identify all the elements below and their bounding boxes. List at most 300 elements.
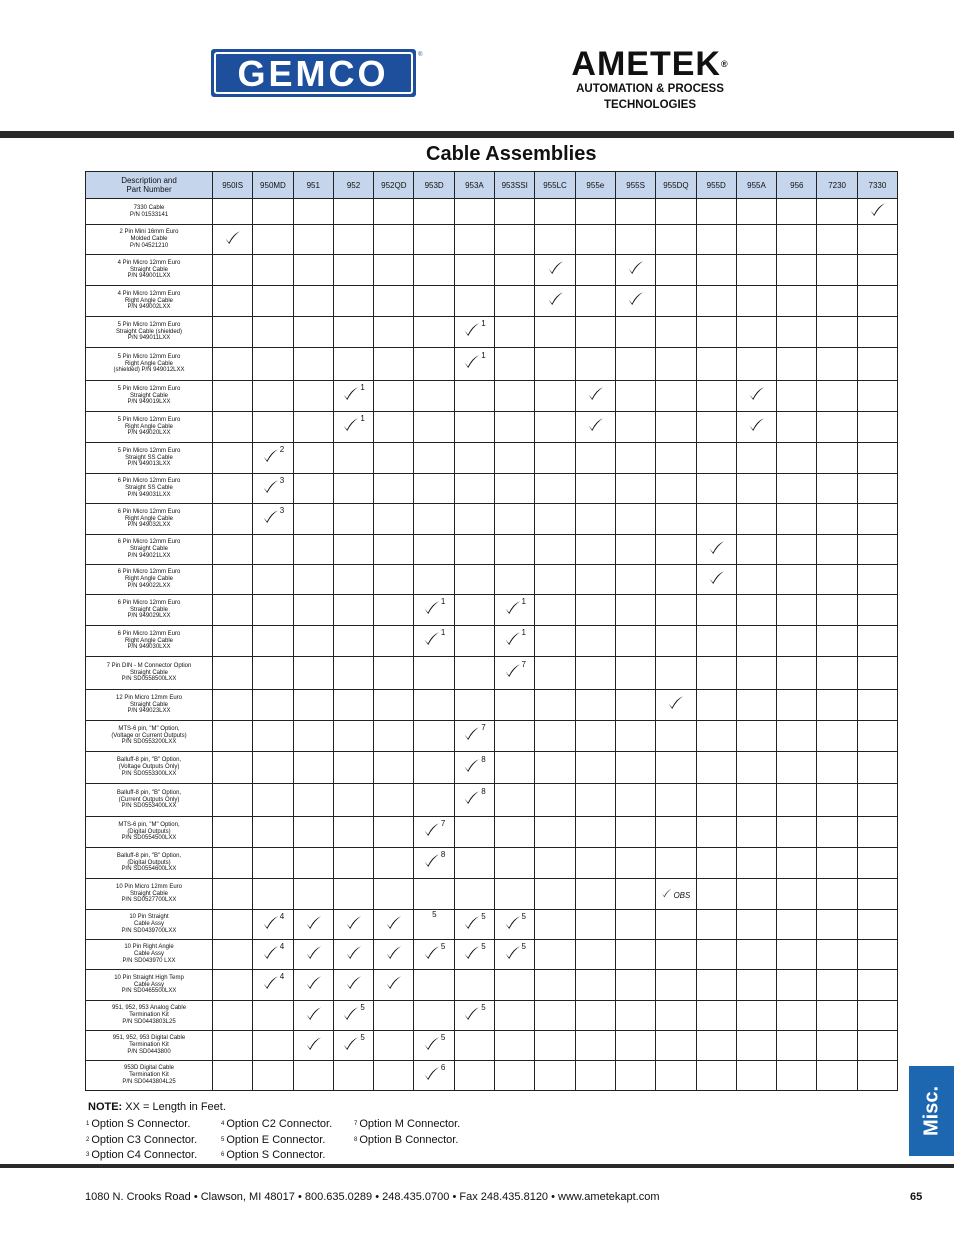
cell-953a [454, 565, 494, 595]
cell-955s [615, 1001, 655, 1031]
cell-953a [454, 657, 494, 690]
cell-953d [414, 848, 454, 879]
cell-951 [293, 381, 333, 412]
cell-955d [696, 381, 736, 412]
cell-7330 [857, 817, 897, 848]
cell-950is [213, 474, 253, 504]
cell-955e [575, 752, 615, 784]
cell-956 [777, 1061, 817, 1091]
cell-7230 [817, 317, 857, 348]
column-header-955e: 955e [575, 172, 615, 199]
cell-953d [414, 657, 454, 690]
cell-955lc [535, 565, 575, 595]
cell-952 [333, 348, 373, 381]
cell-7330 [857, 474, 897, 504]
row-description: 10 Pin Micro 12mm Euro Straight Cable P/N SD0527700LXX [86, 879, 213, 910]
cell-951 [293, 817, 333, 848]
footnote-ref: 5 [481, 941, 486, 951]
cell-952qd [374, 348, 414, 381]
compatibility-table [85, 171, 898, 1091]
cell-955d [696, 970, 736, 1001]
cell-953a [454, 848, 494, 879]
cell-956 [777, 690, 817, 721]
cell-955e [575, 721, 615, 752]
cell-950md [253, 443, 293, 474]
checkmark-icon [423, 628, 446, 646]
table-row [86, 752, 898, 784]
cell-950md [253, 910, 293, 940]
cell-956 [777, 381, 817, 412]
cell-953d [414, 721, 454, 752]
cell-955a [736, 657, 776, 690]
footnote-ref: 1 [481, 351, 486, 360]
ametek-subtitle-2: TECHNOLOGIES [603, 99, 696, 111]
cell-952qd [374, 255, 414, 286]
cell-955dq [656, 255, 696, 286]
checkmark-icon [504, 597, 526, 615]
cell-952qd [374, 879, 414, 910]
cell-955d [696, 1031, 736, 1061]
cell-955e [575, 199, 615, 225]
cell-952qd [374, 443, 414, 474]
cell-7230 [817, 348, 857, 381]
checkmark-icon [748, 417, 765, 432]
cell-952qd [374, 199, 414, 225]
cell-955e [575, 817, 615, 848]
checkmark-icon [385, 975, 402, 990]
cell-956 [777, 848, 817, 879]
cell-955dq [656, 879, 696, 910]
cell-953a [454, 940, 494, 970]
cell-7330 [857, 255, 897, 286]
footnote-ref: 1 [360, 383, 365, 392]
cell-950is [213, 910, 253, 940]
cell-955d [696, 626, 736, 657]
cell-956 [777, 595, 817, 626]
cell-7230 [817, 910, 857, 940]
cell-952 [333, 1001, 373, 1031]
cell-953ssi [495, 690, 535, 721]
cell-955dq [656, 504, 696, 535]
cell-956 [777, 940, 817, 970]
row-description: Balluff-8 pin, "B" Option, (Current Outputs Only) P/N SD0553400LXX [86, 784, 213, 817]
cell-955d [696, 721, 736, 752]
cell-955s [615, 626, 655, 657]
cell-950is [213, 721, 253, 752]
checkmark-icon [262, 941, 285, 960]
cell-952qd [374, 752, 414, 784]
cell-956 [777, 879, 817, 910]
cell-955a [736, 1061, 776, 1091]
cell-955e [575, 255, 615, 286]
cell-955e [575, 690, 615, 721]
table-row [86, 784, 898, 817]
cell-955lc [535, 1031, 575, 1061]
cell-955lc [535, 317, 575, 348]
cell-951 [293, 752, 333, 784]
cell-955e [575, 381, 615, 412]
cell-953ssi [495, 752, 535, 784]
cell-955d [696, 286, 736, 317]
table-row [86, 970, 898, 1001]
cell-953a [454, 690, 494, 721]
cell-953a [454, 1061, 494, 1091]
misc-section-tab[interactable] [909, 1066, 954, 1156]
checkmark-icon [463, 787, 486, 805]
cell-955e [575, 940, 615, 970]
cell-952 [333, 721, 373, 752]
cell-953a [454, 255, 494, 286]
cell-955e [575, 225, 615, 255]
cell-953d [414, 412, 454, 443]
cell-950md [253, 1031, 293, 1061]
checkmark-icon [262, 475, 285, 494]
cell-951 [293, 657, 333, 690]
cell-950md [253, 412, 293, 443]
table-row [86, 1061, 898, 1091]
cell-7330 [857, 1031, 897, 1061]
cell-956 [777, 474, 817, 504]
cell-950md [253, 817, 293, 848]
cell-951 [293, 317, 333, 348]
cell-955lc [535, 1001, 575, 1031]
cell-953ssi [495, 1001, 535, 1031]
cell-951 [293, 199, 333, 225]
cell-950md [253, 381, 293, 412]
cell-956 [777, 255, 817, 286]
registered-mark: ® [720, 59, 729, 69]
cell-953d [414, 1031, 454, 1061]
cell-953ssi [495, 848, 535, 879]
footnote-ref: 5 [360, 1002, 365, 1012]
cell-953a [454, 199, 494, 225]
cell-950md [253, 565, 293, 595]
gemco-logo [210, 48, 423, 98]
cell-953ssi [495, 910, 535, 940]
cell-952 [333, 255, 373, 286]
cell-953a [454, 910, 494, 940]
cell-7230 [817, 784, 857, 817]
cell-7330 [857, 412, 897, 443]
cell-952qd [374, 1061, 414, 1091]
cell-7230 [817, 690, 857, 721]
cell-955dq [656, 910, 696, 940]
footnote-ref: 4 [279, 941, 285, 951]
row-description: 7330 Cable P/N 01533141 [86, 199, 213, 225]
column-header-7330: 7330 [857, 172, 897, 199]
cell-951 [293, 255, 333, 286]
cell-7230 [817, 1031, 857, 1061]
cell-952qd [374, 626, 414, 657]
row-description: 5 Pin Micro 12mm Euro Straight Cable P/N 949019LXX [86, 381, 213, 412]
column-header-7230: 7230 [817, 172, 857, 199]
cell-955lc [535, 848, 575, 879]
cell-950md [253, 1001, 293, 1031]
cell-952 [333, 817, 373, 848]
svg-text:®: ® [418, 52, 423, 58]
checkmark-icon [463, 911, 486, 930]
row-description: 6 Pin Micro 12mm Euro Right Angle Cable P/N 949022LXX [86, 565, 213, 595]
cell-952 [333, 940, 373, 970]
cell-955a [736, 412, 776, 443]
cell-7330 [857, 381, 897, 412]
cell-955dq [656, 565, 696, 595]
cell-950md [253, 940, 293, 970]
table-row [86, 1001, 898, 1031]
cell-950is [213, 626, 253, 657]
cell-953a [454, 286, 494, 317]
cell-955lc [535, 1061, 575, 1091]
table-row [86, 690, 898, 721]
cell-955e [575, 1001, 615, 1031]
checkmark-icon [423, 1032, 446, 1051]
cell-955s [615, 199, 655, 225]
cell-956 [777, 752, 817, 784]
cell-7230 [817, 535, 857, 565]
footnote-ref: 3 [279, 475, 285, 485]
cell-953d [414, 504, 454, 535]
table-row [86, 626, 898, 657]
cell-956 [777, 910, 817, 940]
page-number: 65 [910, 1191, 923, 1203]
cell-955lc [535, 817, 575, 848]
cell-953ssi [495, 565, 535, 595]
table-row [86, 657, 898, 690]
cell-950md [253, 317, 293, 348]
cell-953d [414, 690, 454, 721]
cell-955d [696, 848, 736, 879]
cell-955dq [656, 657, 696, 690]
cell-952 [333, 535, 373, 565]
cell-953d [414, 474, 454, 504]
cell-955e [575, 412, 615, 443]
cell-7230 [817, 721, 857, 752]
cell-950is [213, 504, 253, 535]
cell-955d [696, 412, 736, 443]
cell-953d [414, 879, 454, 910]
checkmark-icon [463, 1002, 486, 1021]
cell-955a [736, 255, 776, 286]
cell-952qd [374, 1001, 414, 1031]
cell-952qd [374, 1031, 414, 1061]
cell-955e [575, 317, 615, 348]
checkmark-icon [547, 291, 564, 306]
cell-955s [615, 565, 655, 595]
cell-951 [293, 879, 333, 910]
row-description: 7 Pin DIN - M Connector Option Straight Cable P/N SD0558500LXX [86, 657, 213, 690]
cell-950is [213, 657, 253, 690]
footnote-ref: 1 [360, 414, 365, 423]
cell-7330 [857, 595, 897, 626]
row-description: 5 Pin Micro 12mm Euro Right Angle Cable (shielded) P/N 949012LXX [86, 348, 213, 381]
cell-953ssi [495, 626, 535, 657]
cell-952qd [374, 535, 414, 565]
cell-953a [454, 443, 494, 474]
cell-955s [615, 879, 655, 910]
cell-951 [293, 970, 333, 1001]
row-description: Balluff-8 pin, "B" Option, (Voltage Outputs Only) P/N SD0553300LXX [86, 752, 213, 784]
cell-953d [414, 817, 454, 848]
cell-7230 [817, 1001, 857, 1031]
cell-955a [736, 879, 776, 910]
checkmark-icon [345, 945, 362, 960]
cell-952qd [374, 474, 414, 504]
cell-952 [333, 225, 373, 255]
checkmark-icon [708, 540, 725, 555]
cell-955lc [535, 970, 575, 1001]
cell-955s [615, 910, 655, 940]
checkmark-icon [661, 888, 690, 900]
row-description: 5 Pin Micro 12mm Euro Straight Cable (shielded) P/N 949011LXX [86, 317, 213, 348]
cell-955dq [656, 940, 696, 970]
cell-952qd [374, 286, 414, 317]
cell-950is [213, 286, 253, 317]
cell-950md [253, 225, 293, 255]
cell-955s [615, 970, 655, 1001]
cell-950md [253, 199, 293, 225]
cell-951 [293, 348, 333, 381]
note-label: NOTE: [88, 1101, 123, 1113]
cell-955lc [535, 626, 575, 657]
cell-956 [777, 535, 817, 565]
cell-951 [293, 504, 333, 535]
cell-955lc [535, 879, 575, 910]
cell-953d [414, 565, 454, 595]
footnote: $^3$ Option C4 Connector. [86, 1149, 198, 1161]
footnote: $^5$ Option E Connector. [221, 1133, 326, 1146]
column-header-950md: 950MD [253, 172, 293, 199]
table-row [86, 565, 898, 595]
footnote: $^6$ Option S Connector. [221, 1149, 326, 1161]
cell-952 [333, 474, 373, 504]
row-description: 5 Pin Micro 12mm Euro Straight SS Cable P/N 949013LXX [86, 443, 213, 474]
cell-950is [213, 595, 253, 626]
cell-7230 [817, 626, 857, 657]
cell-955a [736, 286, 776, 317]
column-header-955lc: 955LC [535, 172, 575, 199]
cell-955s [615, 848, 655, 879]
table-row [86, 940, 898, 970]
cell-955lc [535, 535, 575, 565]
cell-953ssi [495, 225, 535, 255]
cell-7230 [817, 443, 857, 474]
table-row [86, 817, 898, 848]
cell-950md [253, 535, 293, 565]
cell-955a [736, 784, 776, 817]
cell-953d [414, 381, 454, 412]
cell-952qd [374, 595, 414, 626]
cell-7330 [857, 626, 897, 657]
cell-956 [777, 317, 817, 348]
cell-953ssi [495, 381, 535, 412]
checkmark-icon [869, 202, 886, 217]
footnote-ref: 8 [481, 754, 486, 764]
cell-955dq [656, 784, 696, 817]
cell-7230 [817, 817, 857, 848]
cell-950is [213, 817, 253, 848]
cell-956 [777, 721, 817, 752]
row-description: 6 Pin Micro 12mm Euro Right Angle Cable P/N 949032LXX [86, 504, 213, 535]
cell-955lc [535, 412, 575, 443]
cell-952qd [374, 381, 414, 412]
row-description: 951, 952, 953 Analog Cable Termination Kit P/N SD0443803L25 [86, 1001, 213, 1031]
checkmark-icon [423, 941, 446, 960]
cell-951 [293, 848, 333, 879]
cell-955a [736, 474, 776, 504]
cell-951 [293, 225, 333, 255]
cell-953a [454, 721, 494, 752]
cell-950md [253, 626, 293, 657]
cell-955a [736, 970, 776, 1001]
cell-7230 [817, 381, 857, 412]
row-description: 10 Pin Straight Cable Assy P/N SD0439700LXX [86, 910, 213, 940]
column-header-955dq: 955DQ [656, 172, 696, 199]
cell-951 [293, 690, 333, 721]
cell-950is [213, 1031, 253, 1061]
cell-7330 [857, 1001, 897, 1031]
cell-955e [575, 626, 615, 657]
cell-955s [615, 784, 655, 817]
cell-955s [615, 504, 655, 535]
row-description: 10 Pin Right Angle Cable Assy P/N SD043970 LXX [86, 940, 213, 970]
row-description: 6 Pin Micro 12mm Euro Right Angle Cable P/N 949030LXX [86, 626, 213, 657]
cell-956 [777, 817, 817, 848]
checkmark-icon [423, 850, 446, 868]
cell-953a [454, 317, 494, 348]
cell-955dq [656, 317, 696, 348]
cell-952qd [374, 784, 414, 817]
cell-955s [615, 255, 655, 286]
cell-953d [414, 752, 454, 784]
cell-951 [293, 412, 333, 443]
cell-956 [777, 1031, 817, 1061]
cell-955lc [535, 657, 575, 690]
cell-950md [253, 879, 293, 910]
cell-955dq [656, 721, 696, 752]
cell-7230 [817, 412, 857, 443]
footnote-ref: 7 [440, 819, 446, 828]
footnote-ref: 5 [521, 941, 526, 951]
cell-955a [736, 1031, 776, 1061]
cell-953a [454, 348, 494, 381]
cell-952 [333, 317, 373, 348]
cell-7230 [817, 199, 857, 225]
cell-951 [293, 535, 333, 565]
cell-953d [414, 626, 454, 657]
cell-955lc [535, 381, 575, 412]
cell-953d [414, 535, 454, 565]
cell-956 [777, 565, 817, 595]
cell-955d [696, 690, 736, 721]
cell-7330 [857, 784, 897, 817]
cell-955e [575, 1031, 615, 1061]
cell-953ssi [495, 535, 535, 565]
cell-7330 [857, 752, 897, 784]
checkmark-icon [748, 386, 765, 401]
footnotes-col-2 [221, 1117, 332, 1164]
row-description: 953D Digital Cable Termination Kit P/N SD0443804L25 [86, 1061, 213, 1091]
cell-955a [736, 910, 776, 940]
cell-955s [615, 752, 655, 784]
cell-952 [333, 1061, 373, 1091]
cell-953d [414, 1001, 454, 1031]
cell-952 [333, 970, 373, 1001]
cell-955dq [656, 443, 696, 474]
cell-950md [253, 752, 293, 784]
cell-955s [615, 940, 655, 970]
cell-951 [293, 626, 333, 657]
footnotes-col-3 [354, 1117, 460, 1148]
